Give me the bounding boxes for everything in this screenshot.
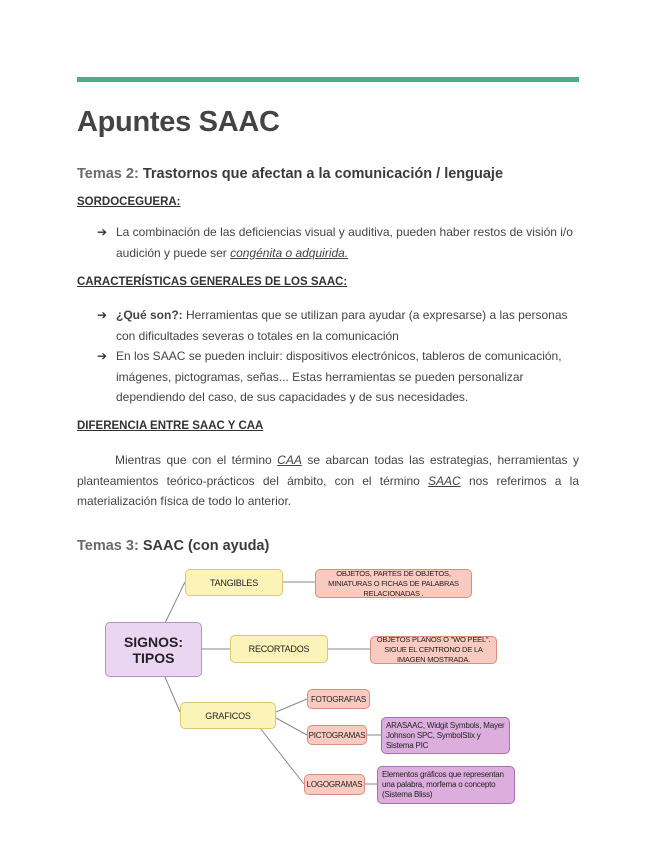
sordoceguera-list [97, 222, 582, 263]
header-accent-rule [77, 77, 579, 82]
connector-graficos-pictogramas [276, 718, 307, 735]
mindmap-node-graficos: GRAFICOS [180, 702, 276, 729]
bullet-text: Herramientas que se utilizan para ayudar (a expresarse) a las personas con dificultades severas o totales en la comunicación [116, 308, 568, 343]
bullet-bold-lead: ¿Qué son?: [116, 308, 183, 322]
mindmap-note-logogramas: Elementos gráficos que representan una palabra, morfema o concepto (Sistema Bliss) [377, 766, 515, 804]
mindmap-node-tangibles: TANGIBLES [185, 569, 283, 596]
caracteristicas-list [97, 305, 582, 408]
connector-graficos-fotografias [276, 699, 307, 712]
bullet-text: En los SAAC se pueden incluir: dispositivos electrónicos, tableros de comunicación, imágenes, pictogramas, señas... Estas herramientas se pueden personalizar dependiendo del caso, de sus capacidades y de sus necesidades. [116, 349, 562, 404]
mindmap-root-signos-tipos: SIGNOS: TIPOS [105, 622, 202, 677]
mindmap-node-logogramas: LOGOGRAMAS [304, 774, 365, 795]
list-item [97, 222, 582, 263]
para-text: se abarcan todas las estrategias, herramientas y planteamientos teórico-prácticos del ámbito, con el término [77, 453, 580, 488]
connector-root-graficos [165, 677, 180, 712]
mindmap-node-pictogramas: PICTOGRAMAS [307, 725, 367, 745]
mindmap-node-recortados: RECORTADOS [230, 635, 328, 663]
connector-root-tangibles [165, 582, 185, 623]
page-title: Apuntes SAAC [77, 106, 280, 138]
subheading-diferencia: DIFERENCIA ENTRE SAAC Y CAA [77, 420, 264, 432]
list-item [97, 346, 582, 408]
arrow-bullet-icon: ➔ [97, 349, 108, 363]
bullet-text: La combinación de las deficiencias visual y auditiva, pueden haber restos de visión i/o audición y puede ser [116, 225, 573, 260]
section-prefix: Temas 3: [77, 538, 139, 554]
section-heading-temas-3 [77, 538, 269, 554]
mindmap-note-recortados: OBJETOS PLANOS O "WO PEEL". SIGUE EL CENTRONO DE LA IMAGEN MOSTRADA. [370, 636, 497, 664]
diferencia-paragraph [77, 450, 579, 512]
congenita-link-text: congénita o adquirida. [230, 245, 349, 260]
mindmap-note-tangibles: OBJETOS, PARTES DE OBJETOS, MINIATURAS O FICHAS DE PALABRAS RELACIONADAS . [315, 569, 472, 598]
para-text: Mientras que con el término [115, 453, 278, 467]
connector-graficos-logogramas [260, 728, 304, 784]
arrow-bullet-icon: ➔ [97, 225, 108, 239]
section-text: Trastornos que afectan a la comunicación / lenguaje [142, 166, 504, 182]
list-item [97, 305, 582, 346]
section-text: SAAC (con ayuda) [142, 538, 270, 554]
subheading-sordoceguera: SORDOCEGUERA: [77, 196, 181, 208]
section-heading-temas-2 [77, 166, 503, 182]
caa-term: CAA [277, 453, 302, 467]
mindmap-node-fotografias: FOTOGRAFIAS [307, 689, 370, 709]
mindmap-note-pictogramas: ARASAAC, Widgit Symbols, Mayer Johnson SPC, SymbolStix y Sistema PIC [381, 717, 510, 754]
arrow-bullet-icon: ➔ [97, 308, 108, 322]
para-text: nos referimos a la materialización física de todo lo anterior. [77, 473, 579, 508]
section-prefix: Temas 2: [77, 166, 139, 182]
subheading-caracteristicas: CARACTERÍSTICAS GENERALES DE LOS SAAC: [77, 276, 348, 288]
saac-term: SAAC [428, 473, 461, 488]
